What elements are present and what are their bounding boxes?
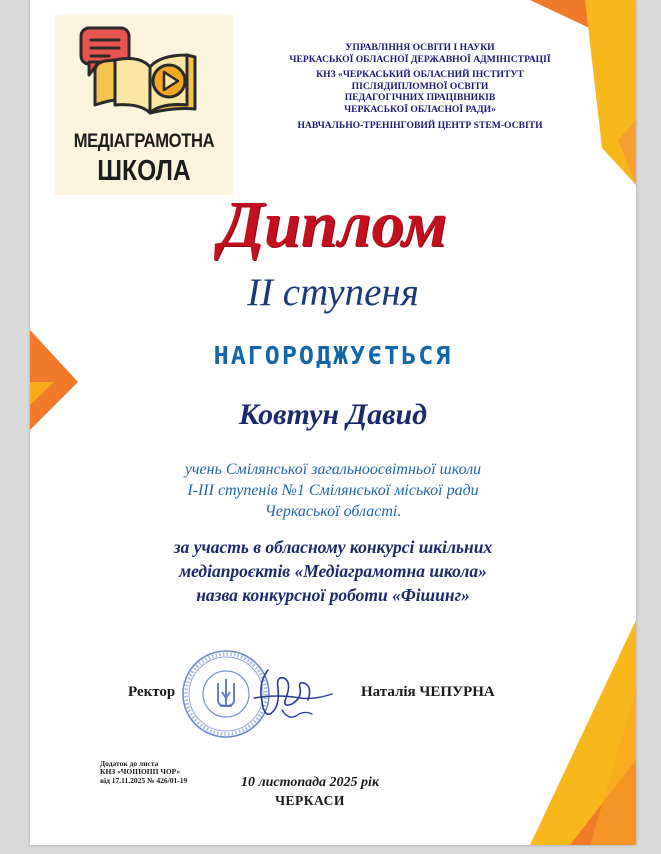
appendix-line: КНЗ «ЧОІПОПП ЧОР» (100, 767, 181, 777)
reason-line: назва конкурсної роботи «Фішинг» (196, 585, 470, 605)
signer-title: Ректор (128, 684, 176, 700)
header-line: КНЗ «ЧЕРКАСЬКИЙ ОБЛАСНИЙ ІНСТИТУТ (316, 69, 524, 81)
book-play-icon (55, 15, 233, 127)
appendix-line: Додаток до листа (100, 759, 159, 768)
rector-signature (248, 658, 338, 728)
header-line: ПІСЛЯДИПЛОМНОЇ ОСВІТИ (351, 80, 489, 92)
school-description (70, 459, 596, 522)
issue-city: ЧЕРКАСИ (275, 793, 345, 808)
school-line: учень Смілянської загальноосвітньої школи (184, 461, 482, 478)
recipient-name: Ковтун Давид (238, 398, 428, 431)
issue-date: 10 листопада 2025 рік (240, 775, 380, 790)
diploma-degree: ІІ ступеня (247, 271, 419, 314)
header-line: НАВЧАЛЬНО-ТРЕНІНГОВИЙ ЦЕНТР STEM-ОСВІТИ (297, 119, 543, 131)
diploma-title: Диплом (218, 188, 448, 261)
trident-icon (218, 679, 234, 706)
appendix-note (100, 760, 187, 785)
signer-name: Наталія ЧЕПУРНА (361, 684, 495, 700)
institution-header (240, 42, 600, 131)
diploma-page (30, 0, 636, 845)
awarded-label: НАГОРОДЖУЄТЬСЯ (213, 341, 453, 370)
school-line: Черкаської області. (264, 503, 402, 520)
reason-line: за участь в обласному конкурсі шкільних (173, 537, 493, 557)
media-literacy-school-logo (55, 15, 233, 195)
header-line: ЧЕРКАСЬКОЇ ОБЛАСНОЇ РАДИ» (344, 103, 496, 115)
header-line: ЧЕРКАСЬКОЇ ОБЛАСНОЇ ДЕРЖАВНОЇ АДМІНІСТРАЦІЇ (289, 53, 551, 65)
logo-line-2: ШКОЛА (97, 155, 191, 187)
appendix-line: від 17.11.2025 № 426/01-19 (100, 775, 188, 785)
award-reason (50, 535, 616, 607)
logo-line-1: МЕДІАГРАМОТНА (73, 130, 215, 152)
header-line: ПЕДАГОГІЧНИХ ПРАЦІВНИКІВ (344, 92, 496, 104)
header-line: УПРАВЛІННЯ ОСВІТИ І НАУКИ (345, 42, 495, 53)
reason-line: медіапроєктів «Медіаграмотна школа» (179, 561, 487, 581)
school-line: І-ІІІ ступенів №1 Смілянської міської ради (187, 482, 479, 499)
